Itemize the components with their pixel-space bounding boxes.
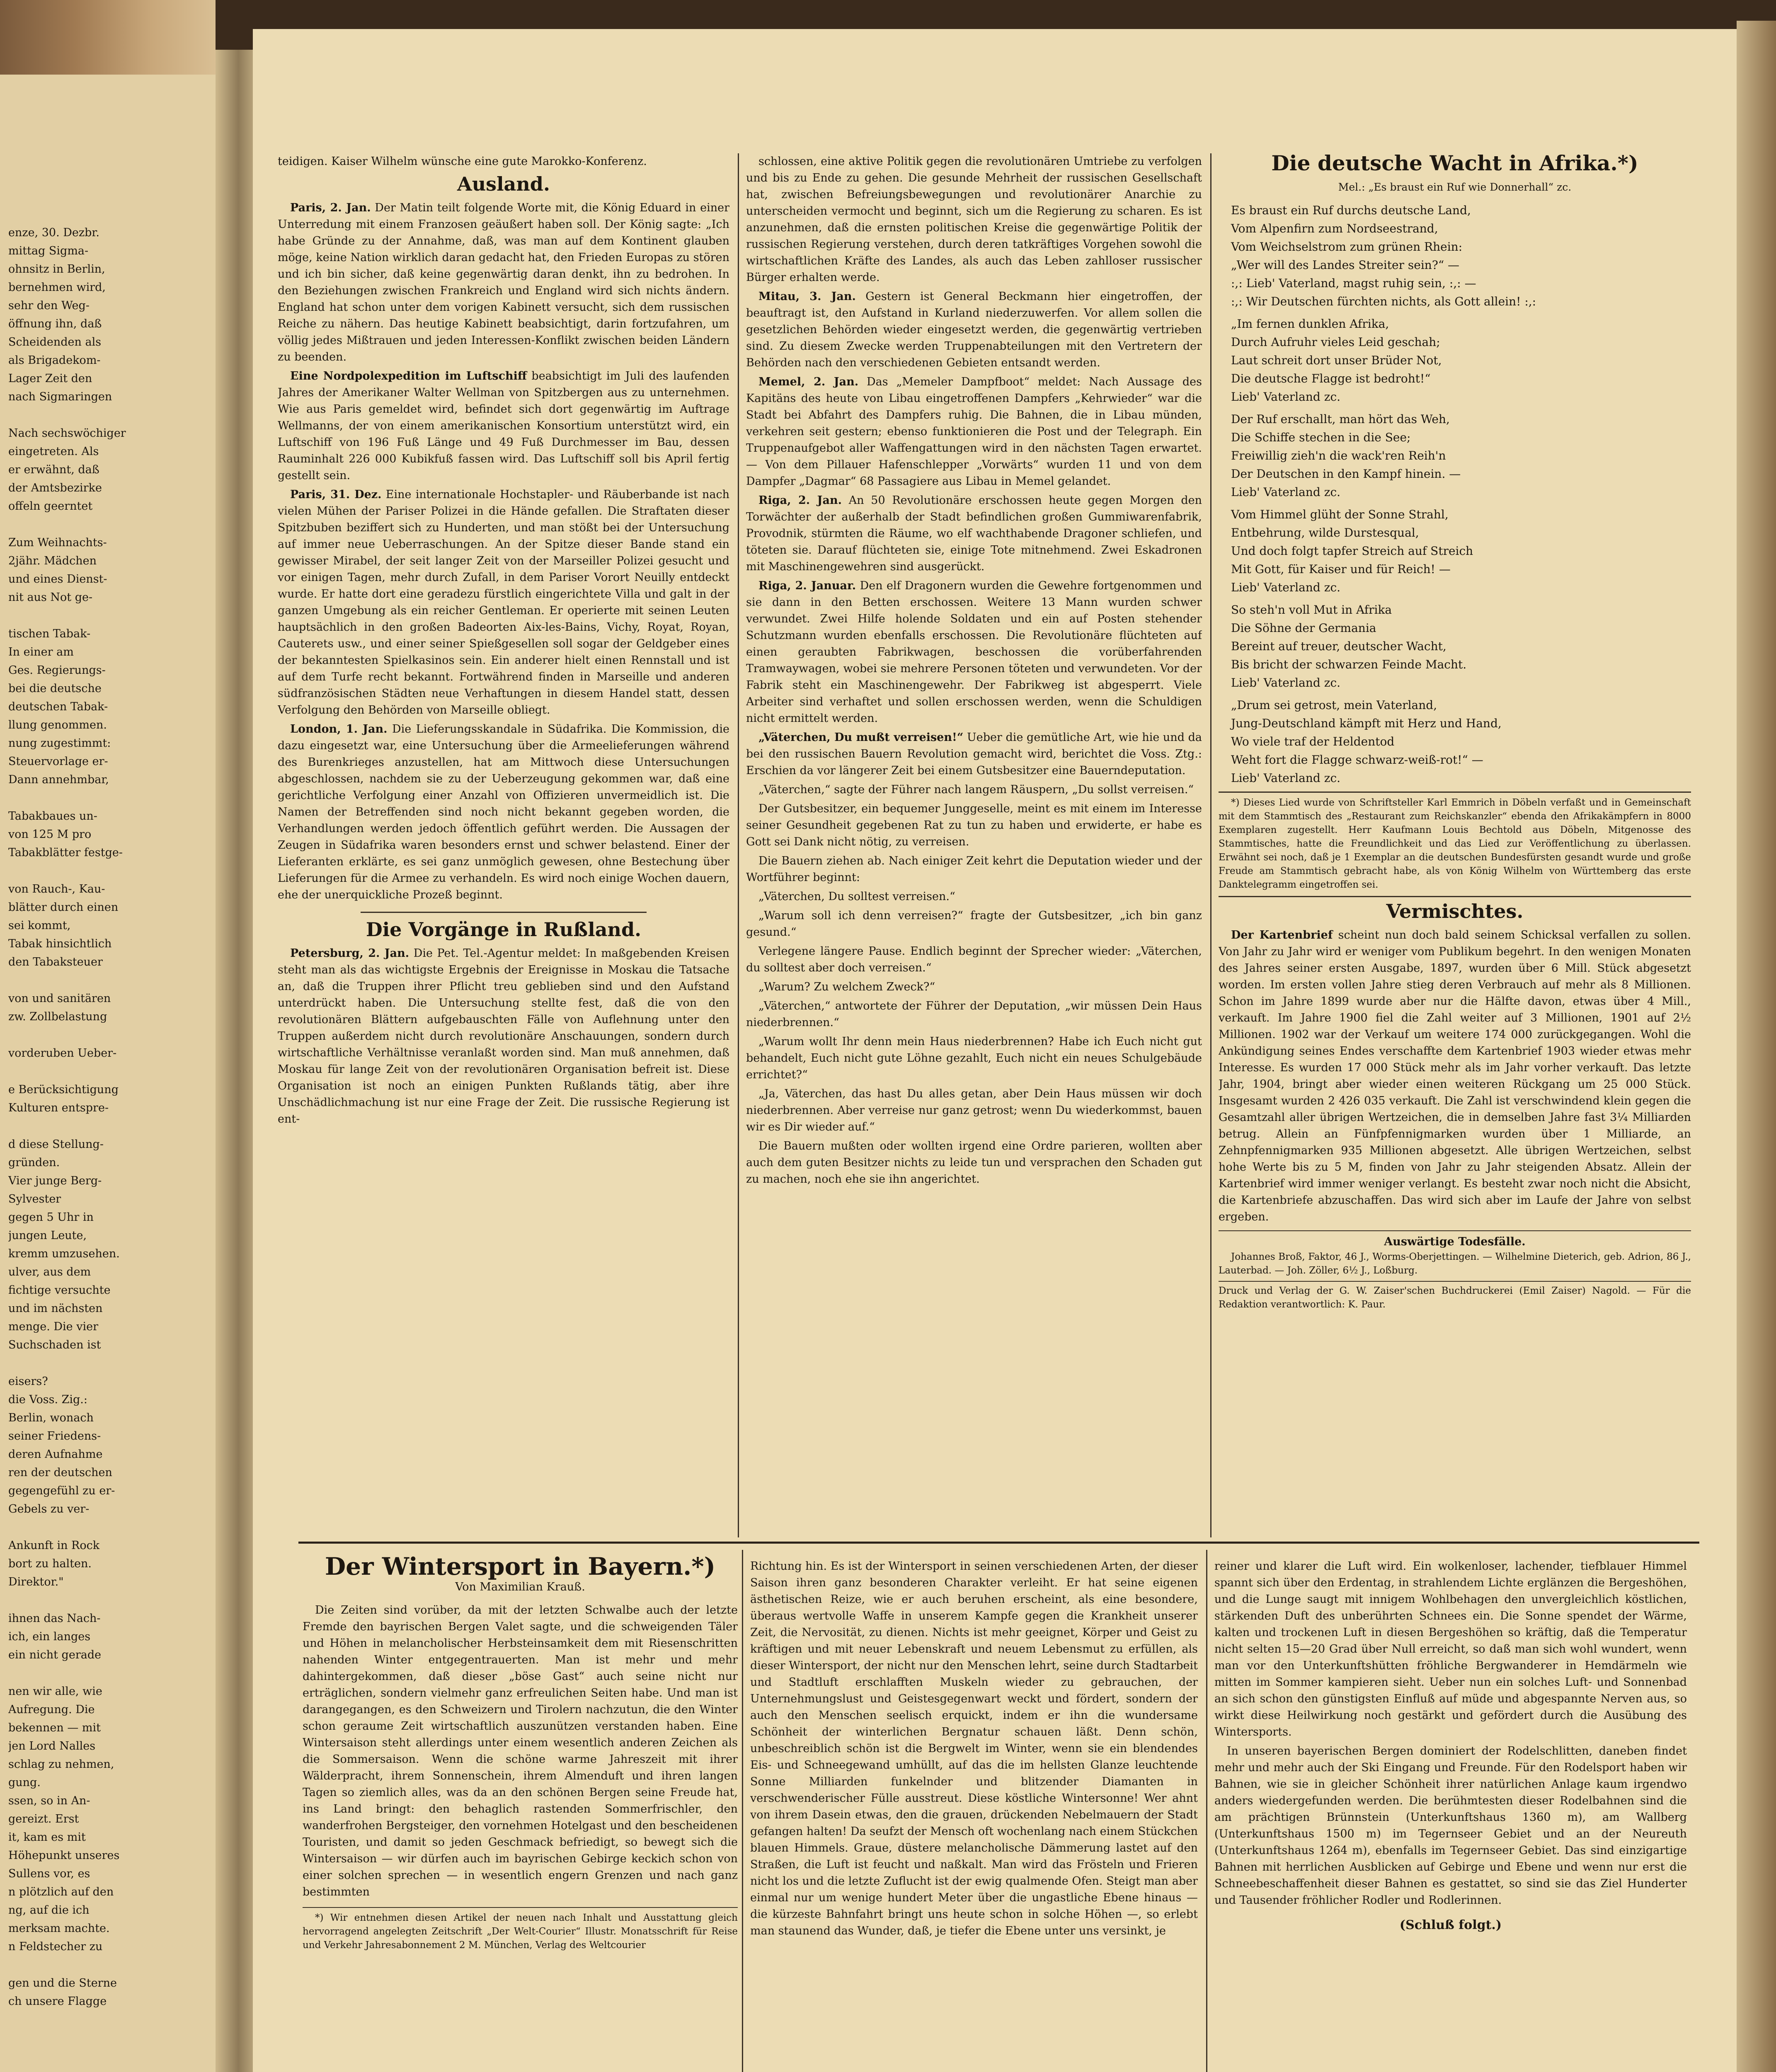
- left-page-line: vorderuben Ueber-: [8, 1047, 117, 1060]
- left-page-line: [8, 607, 199, 625]
- paragraph-text: „Warum? Zu welchem Zweck?“: [758, 980, 935, 993]
- feature-footnote: *) Wir entnehmen diesen Artikel der neuen nach Inhalt und Ausstattung gleich hervorragend angelegten Zeitschrift „Der Welt-Courier“ Illustr. Monatsschrift für Reise und Verkehr Jahresabonnement 2 M. München, Verlag des Weltcourier: [303, 1912, 738, 1951]
- intro-text: teidigen. Kaiser Wilhelm wünsche eine gute Marokko-Konferenz.: [278, 155, 647, 168]
- dateline: Paris, 2. Jan.: [290, 201, 371, 214]
- article-paragraph: [746, 908, 1202, 941]
- poem-line: Entbehrung, wilde Durstesqual,: [1231, 526, 1419, 540]
- dateline: Riga, 2. Januar.: [758, 579, 856, 592]
- article-paragraph: [746, 853, 1202, 886]
- article-paragraph: [746, 1086, 1202, 1135]
- left-page-line: [8, 1026, 199, 1044]
- paragraph-text: Die Lieferungsskandale in Südafrika. Die Kommission, die dazu eingesetzt war, eine Untersuchung über die Armeelieferungen während des Burenkrieges anzustellen, hat am Mittwoch diese Untersuchungen abgeschlossen, nachdem sie zu der Ueberzeugung gekommen war, daß eine gerichtliche Verfolgung einer Anzahl von Offizieren unvermeidlich ist. Die Namen der Betreffenden sind noch nicht bekannt gegeben worden, die Verhandlungen werden jedoch öffentlich geführt werden. Die Aussagen der Zeugen in Südafrika waren besonders ernst und schwer belastend. Einer der Lieferanten erklärte, es sei ganz unmöglich gewesen, ohne Bestechung über Lieferungen für die Armee zu verhandeln. Es wird noch einige Wochen dauern, ehe der unerquickliche Prozeß beginnt.: [278, 723, 729, 901]
- dateline: Riga, 2. Jan.: [758, 494, 842, 507]
- poem-title: Die deutsche Wacht in Afrika.*): [1271, 151, 1638, 175]
- page-edge: [1737, 21, 1776, 2072]
- left-page-line: und im nächsten: [8, 1302, 103, 1315]
- poem-line: Die Söhne der Germania: [1231, 621, 1376, 635]
- poem-stanza: [1219, 696, 1691, 787]
- left-page-line: Aufregung. Die: [8, 1703, 95, 1716]
- left-page-line: [8, 1354, 199, 1372]
- left-page-line: jen Lord Nalles: [8, 1740, 96, 1752]
- paragraph-text: Der Matin teilt folgende Worte mit, die König Eduard in einer Unterredung mit einem Franzosen geäußert haben soll. Der König sagte: „Ich habe Gründe zu der Annahme, daß, was man auf dem Kontinent glauben möge, keine Nation wirklich daran gedacht hat, den Frieden Europas zu stören und ich bin sicher, daß keine gegenwärtig daran denkt, ihn zu bedrohen. In den Beziehungen zwischen Frankreich und England wird sich nichts ändern. England hat schon unter dem vorigen Kabinett versucht, sich dem russischen Reiche zu nähern. Das heutige Kabinett beabsichtigt, darin fortzufahren, um völlig jedes Mißtrauen und jeden Interessen-Konflikt zwischen beiden Ländern zu beenden.: [278, 201, 729, 363]
- russland-paragraphs: [278, 945, 729, 1128]
- left-page-line: und eines Dienst-: [8, 573, 107, 586]
- poem-line: :,: Wir Deutschen fürchten nichts, als Gott allein! :,:: [1231, 295, 1536, 308]
- poem-line: Der Deutschen in den Kampf hinein. —: [1231, 467, 1461, 481]
- paragraph-text: Verlegene längere Pause. Endlich beginnt der Sprecher wieder: „Väterchen, du solltest aber doch verreisen.“: [746, 945, 1202, 974]
- poem-line: „Wer will des Landes Streiter sein?“ —: [1231, 258, 1460, 272]
- column-poem-vermischtes: [1219, 149, 1691, 1529]
- section-divider: [1219, 896, 1691, 897]
- left-page-line: deutschen Tabak-: [8, 700, 108, 713]
- poem-line: Bereint auf treuer, deutscher Wacht,: [1231, 639, 1446, 653]
- left-page-line: ssen, so in An-: [8, 1794, 90, 1807]
- left-page-line: deren Aufnahme: [8, 1448, 103, 1461]
- paragraph-text: Das „Memeler Dampfboot“ meldet: Nach Aussage des Kapitäns des heute von Libau eingetroffenen Dampfers „Kehrwieder“ war die Stadt bei Abfahrt des Dampfers ruhig. Die Bahnen, die in Libau münden, verkehren seit gestern; ebenso funktionieren die Post und der Telegraph. Ein Truppenaufgebot aller Waffengattungen wird in den nächsten Tagen erwartet. — Von dem Pillauer Hafenschlepper „Vorwärts“ wurden 11 und von dem Dampfer „Dagmar“ 68 Passagiere aus Libau in Memel gelandet.: [746, 375, 1202, 488]
- left-page-line: gen und die Sterne: [8, 1977, 117, 1990]
- left-page-line: bei die deutsche: [8, 682, 102, 695]
- left-page-line: fichtige versuchte: [8, 1284, 111, 1297]
- left-page-line: In einer am: [8, 646, 74, 658]
- left-page-line: [8, 516, 199, 534]
- left-page-line: gegengefühl zu er-: [8, 1484, 115, 1497]
- dateline: „Väterchen, Du mußt verreisen!“: [758, 731, 964, 744]
- left-page-line: blätter durch einen: [8, 901, 119, 914]
- paragraph-text: „Väterchen, Du solltest verreisen.“: [758, 890, 955, 903]
- left-page-line: nach Sigmaringen: [8, 390, 112, 403]
- left-page-line: gegen 5 Uhr in: [8, 1211, 94, 1224]
- left-page-line: Kulturen entspre-: [8, 1101, 109, 1114]
- deaths-heading: Auswärtige Todesfälle.: [1384, 1235, 1526, 1248]
- feature-byline: Von Maximilian Krauß.: [455, 1581, 585, 1593]
- poem-line: Bis bricht der schwarzen Feinde Macht.: [1231, 658, 1467, 671]
- left-page-line: [8, 1518, 199, 1537]
- paragraph-text: Gestern ist General Beckmann hier eingetroffen, der beauftragt ist, den Aufstand in Kurland niederzuwerfen. Vor allem sollen die gesetzlichen Behörden wieder eingesetzt werden, die gegenwärtig vertrieben sind. Zu diesem Zwecke werden Truppenabteilungen mit den Vertretern der Behörden nach den verschiedenen Gebieten entsandt werden.: [746, 290, 1202, 369]
- left-page-line: [8, 1956, 199, 1974]
- poem-line: Weht fort die Flagge schwarz-weiß-rot!“ —: [1231, 753, 1483, 767]
- heading-ausland: Ausland.: [457, 173, 550, 195]
- left-page-text: [8, 224, 199, 2072]
- left-page-line: sehr den Weg-: [8, 299, 90, 312]
- poem-line: Lieb' Vaterland zc.: [1231, 676, 1341, 690]
- left-page-line: nen wir alle, wie: [8, 1685, 102, 1698]
- footnote-rule: [1219, 792, 1691, 793]
- left-page-line: [8, 862, 199, 880]
- article-paragraph: [746, 153, 1202, 286]
- paragraph-text: Die Bauern mußten oder wollten irgend eine Ordre parieren, wollten aber auch dem guten Besitzer nichts zu leide tun und versprachen den Schaden gut zu machen, noch ehe sie ihn angerichtet.: [746, 1140, 1202, 1186]
- left-page-line: 2jähr. Mädchen: [8, 554, 97, 567]
- left-page-line: bekennen — mit: [8, 1721, 101, 1734]
- poem-line: Freiwillig zieh'n die wack'ren Reih'n: [1231, 449, 1446, 462]
- left-page-line: ng, auf die ich: [8, 1904, 90, 1917]
- imprint: Druck und Verlag der G. W. Zaiser'schen Buchdruckerei (Emil Zaiser) Nagold. — Für die Redaktion verantwortlich: K. Paur.: [1219, 1285, 1691, 1310]
- left-page-line: ulver, aus dem: [8, 1266, 91, 1278]
- paragraph-text: „Väterchen,“ sagte der Führer nach langem Räuspern, „Du sollst verreisen.“: [758, 783, 1194, 796]
- poem-line: Lieb' Vaterland zc.: [1231, 485, 1341, 499]
- left-page-line: Ges. Regierungs-: [8, 664, 106, 677]
- poem-line: Laut schreit dort unser Brüder Not,: [1231, 353, 1442, 367]
- column-russland-cont: [746, 153, 1202, 1521]
- left-page-line: Tabakbaues un-: [8, 810, 97, 823]
- left-page-line: ch unsere Flagge: [8, 1995, 107, 2008]
- left-page-line: gung.: [8, 1776, 41, 1789]
- poem-line: So steh'n voll Mut in Afrika: [1231, 603, 1392, 617]
- poem-line: Vom Alpenfirn zum Nordseestrand,: [1231, 222, 1438, 235]
- left-page-line: gereizt. Erst: [8, 1813, 79, 1825]
- left-page-line: tischen Tabak-: [8, 627, 91, 640]
- paragraph-text: Die Pet. Tel.-Agentur meldet: In maßgebenden Kreisen steht man als das wichtigste Ergebnis der Ereignisse in Moskau die Tatsache an, daß die Truppen ihrer Pflicht treu geblieben sind und den Aufstand unterdrückt haben. Die Untersuchung stellte fest, daß die von den revolutionären Blättern aufgebauschten Fälle von Auflehnung unter den Truppen außerdem nicht durch revolutionäre Anschauungen, sondern durch wirtschaftliche Verhältnisse veranlaßt worden sind. Man muß annehmen, daß Moskau für lange Zeit von der revolutionären Organisation befreit ist. Diese Organisation ist noch an einigen Punkten Rußlands tätig, aber ihre Unschädlichmachung ist nur eine Frage der Zeit. Die russische Regierung ist ent-: [278, 947, 729, 1126]
- left-page-line: [8, 971, 199, 990]
- article-paragraph: [746, 943, 1202, 976]
- article-paragraph: [746, 782, 1202, 798]
- left-page-line: eisers?: [8, 1375, 48, 1388]
- left-page-line: er erwähnt, daß: [8, 463, 99, 476]
- ausland-paragraphs: [278, 200, 729, 903]
- left-page-line: menge. Die vier: [8, 1320, 99, 1333]
- poem-line: Durch Aufruhr vieles Leid geschah;: [1231, 335, 1440, 349]
- left-page-line: kremm umzusehen.: [8, 1247, 120, 1260]
- dateline: London, 1. Jan.: [290, 723, 388, 736]
- article-paragraph: [278, 945, 729, 1128]
- left-page-line: sei kommt,: [8, 919, 71, 932]
- article-paragraph: [746, 979, 1202, 995]
- column-rule: [1206, 1550, 1207, 2072]
- poem-stanza: [1219, 410, 1691, 501]
- section-divider: [1219, 1230, 1691, 1231]
- poem-line: Lieb' Vaterland zc.: [1231, 390, 1341, 404]
- deaths-list: Johannes Broß, Faktor, 46 J., Worms-Oberjettingen. — Wilhelmine Dieterich, geb. Adrion, 86 J., Lauterbad. — Joh. Zöller, 6½ J., Loßburg.: [1219, 1251, 1691, 1276]
- article-paragraph: [746, 729, 1202, 779]
- feature-column-3: [1214, 1558, 1687, 2072]
- left-page-line: als Brigadekom-: [8, 354, 101, 367]
- paragraph-text: Den elf Dragonern wurden die Gewehre fortgenommen und sie dann in den Betten erschossen. Weitere 13 Mann wurden schwer verwundet. Zwei Hilfe holende Soldaten und ein auf Posten stehender Schutzmann wurden ebenfalls erschossen. Die Revolutionäre flüchteten auf einen geraubten Fabrikwagen, beschossen die vorüberfahrenden Tramwaywagen, wobei sie mehrere Personen töteten und verwundeten. Vor der Fabrik steht ein Maschinengewehr. Der Fabrikweg ist abgesperrt. Viele Arbeiter sind verhaftet und sollen erschossen werden, wenn die Schuldigen nicht ermittelt werden.: [746, 579, 1202, 725]
- section-divider: [361, 912, 647, 913]
- left-page-line: Lager Zeit den: [8, 372, 92, 385]
- feature-paragraph: Richtung hin. Es ist der Wintersport in seinen verschiedenen Arten, der dieser Saison ihren ganz besonderen Charakter verleiht. Er hat seine eigenen ästhetischen Reize, wie er auch beruhen erscheint, als eine besondere, überaus wertvolle Waffe in unserem Kampfe gegen die Krankheit unserer Zeit, die Nervosität, zu dienen. Nichts ist mehr geeignet, Körper und Geist zu kräftigen und mit neuer Lebenskraft und neuem Lebensmut zu erfüllen, als dieser Wintersport, der nicht nur den Menschen lehrt, seine durch Stadtarbeit und Stadtluft erschlafften Muskeln wieder zu gebrauchen, der Unternehmungslust und Geistesgegenwart weckt und fördert, sondern der auch den Menschen seelisch erquickt, indem er ihn die wundersame Schönheit der winterlichen Bergnatur schauen läßt. Denn schön, unbeschreiblich schön ist die Bergwelt im Winter, wenn sie ein blendendes Eis- und Schneegewand umhüllt, auf das die im hellsten Glanze leuchtende Sonne Milliarden funkelnder und blitzender Diamanten in verschwenderischer Fülle ausstreut. Diese köstliche Wintersonne! Wer ahnt von ihrem Dasein etwas, den die grauen, drückenden Nebelmauern der Stadt gefangen halten! Da seufzt der Mensch oft wochenlang nach einem Stückchen blauen Himmels. Graue, düstere melancholische Dämmerung lastet auf den Straßen, die Luft ist feucht und naßkalt. Man wird das Frösteln und Frieren nicht los und die letzte Zuflucht ist der ewig qualmende Ofen. Steigt man aber einmal nur um wenige hundert Meter über die ungastliche Ebene hinaus — die kürzeste Bahnfahrt bringt uns heute schon in solche Höhen —, so erlebt man staunend das Wunder, daß, je tiefer die Ebene unter uns versinkt, je: [750, 1560, 1198, 1937]
- footnote-rule: [303, 1907, 738, 1908]
- paragraph-text: beabsichtigt im Juli des laufenden Jahres der Amerikaner Walter Wellman von Spitzbergen aus zu unternehmen. Wie aus Paris gemeldet wird, befindet sich dort gegenwärtig im Auftrage Wellmanns, der von einem amerikanischen Konsortium unterstützt wird, ein Luftschiff von 196 Fuß Länge und 49 Fuß Durchmesser im Bau, dessen Rauminhalt 226 000 Kubikfuß fassen wird. Das Luftschiff soll bis April fertig gestellt sein.: [278, 370, 729, 482]
- paragraph-text: An 50 Revolutionäre erschossen heute gegen Morgen den Torwächter der außerhalb der Stadt befindlichen großen Gummiwarenfabrik, Provodnik, stürmten die Räume, wo elf wachthabende Dragoner schliefen, und töteten sie. Darauf flüchteten sie, einige Tote mitnehmend. Zwei Eskadronen mit Maschinengewehren sind ausgerückt.: [746, 494, 1202, 573]
- article-paragraph: [278, 487, 729, 719]
- left-page-line: Zum Weihnachts-: [8, 536, 107, 549]
- left-page-line: Tabakblätter festge-: [8, 846, 123, 859]
- left-page-line: Gebels zu ver-: [8, 1503, 90, 1515]
- left-page-line: Ankunft in Rock: [8, 1539, 100, 1552]
- paragraph-text: „Warum wollt Ihr denn mein Haus niederbrennen? Habe ich Euch nicht gut behandelt, Euch nicht gute Löhne gezahlt, Euch nicht ein neues Schulgebäude errichtet?“: [746, 1035, 1202, 1081]
- poem-line: Der Ruf erschallt, man hört das Weh,: [1231, 412, 1450, 426]
- poem-line: Und doch folgt tapfer Streich auf Streich: [1231, 544, 1473, 558]
- left-page-line: Suchschaden ist: [8, 1339, 101, 1351]
- article-paragraph: [746, 492, 1202, 575]
- left-page-line: [8, 1117, 199, 1135]
- left-page-line: den Tabaksteuer: [8, 956, 103, 968]
- left-page-line: Steuervorlage er-: [8, 755, 108, 768]
- left-page-line: [8, 1591, 199, 1610]
- paragraph-text: Die Bauern ziehen ab. Nach einiger Zeit kehrt die Deputation wieder und der Wortführer beginnt:: [746, 854, 1202, 884]
- paragraph-text: Eine internationale Hochstapler- und Räuberbande ist nach vielen Mühen der Pariser Polizei in die Hände gefallen. Die Straftaten dieser Spitzbuben beziffert sich zu Hunderten, und man stößt bei der Untersuchung auf immer neue Ueberraschungen. An der Spitze dieser Bande stand ein gewisser Mirabel, der seit langer Zeit von der Marseiller Polizei gesucht und vor einigen Tagen, mehr durch Zufall, in dem Pariser Vorort Neuilly entdeckt wurde. Er hatte dort eine geradezu fürstlich eingerichtete Villa und galt in der ganzen Umgebung als ein reicher Gentleman. Er operierte mit seinen Leuten hauptsächlich in den großen Badeorten Aix-les-Bains, Vichy, Royat, Royan, Cauterets usw., und einer seiner Spießgesellen soll sogar der Geldgeber eines der bekanntesten Spielkasinos sein. Ein anderer hielt einen Rennstall und ist auf dem Turfe recht bekannt. Fortwährend finden in Marseille und anderen südfranzösischen Städten neue Verhaftungen in diesem Handel statt, dessen Verfolgung den Behörden von Marseille obliegt.: [278, 488, 729, 716]
- left-page-line: schlag zu nehmen,: [8, 1758, 114, 1771]
- poem-line: „Im fernen dunklen Afrika,: [1231, 317, 1389, 331]
- poem-footnote: *) Dieses Lied wurde von Schriftsteller Karl Emmrich in Döbeln verfaßt und in Gemeinschaft mit dem Stammtisch des „Restaurant zum Reichskanzler“ ebenda den Afrikakämpfern in 8000 Exemplaren zugestellt. Herr Kaufmann Louis Bechtold aus Döbeln, Mitgenosse des Stammtisches, hatte die Freundlichkeit und das Lied zur Veröffentlichung zu überlassen. Erwähnt sei noch, daß je 1 Exemplar an die deutschen Bundesfürsten gesandt wurde und große Freude am Stammtisch gebracht habe, als von König Wilhelm von Württemberg das erste Danktelegramm eingetroffen sei.: [1219, 797, 1691, 890]
- left-page-line: ein nicht gerade: [8, 1648, 102, 1661]
- left-page-line: n Feldstecher zu: [8, 1940, 103, 1953]
- left-page-line: die Voss. Zig.:: [8, 1393, 87, 1406]
- poem-line: Die deutsche Flagge ist bedroht!“: [1231, 372, 1431, 385]
- poem: [1219, 201, 1691, 787]
- article-paragraph: [746, 1138, 1202, 1188]
- paragraph-text: „Warum soll ich denn verreisen?“ fragte der Gutsbesitzer, „ich bin ganz gesund.“: [746, 909, 1202, 939]
- article-paragraph: [278, 721, 729, 903]
- left-page-line: bernehmen wird,: [8, 281, 106, 294]
- column-rule: [738, 153, 739, 1537]
- article-paragraph: [746, 1034, 1202, 1083]
- paragraph-text: Der Gutsbesitzer, ein bequemer Junggeselle, meint es mit einem im Interesse seiner Gesundheit gegebenen Rat zu tun zu haben und erwiderte, er habe es Gott sei Dank nicht nötig, zu verreisen.: [746, 802, 1202, 848]
- poem-stanza: [1219, 201, 1691, 311]
- poem-line: Jung-Deutschland kämpft mit Herz und Hand,: [1231, 716, 1502, 730]
- article-paragraph: [278, 200, 729, 366]
- poem-stanza: [1219, 601, 1691, 692]
- left-page-line: it, kam es mit: [8, 1831, 86, 1844]
- left-page-line: [8, 406, 199, 424]
- column-rule: [742, 1550, 743, 2072]
- left-page-line: Dann annehmbar,: [8, 773, 109, 786]
- poem-line: Wo viele traf der Heldentod: [1231, 735, 1395, 748]
- left-page-line: enze, 30. Dezbr.: [8, 226, 99, 239]
- russland-cont-paragraphs: [746, 153, 1202, 1188]
- left-page-line: Sullens vor, es: [8, 1867, 90, 1880]
- feature-paragraph: In unseren bayerischen Bergen dominiert der Rodelschlitten, daneben findet mehr und mehr auch der Ski Eingang und Freunde. Für den Rodelsport haben wir Bahnen, wie sie in gleicher Schönheit ihrer natürlichen Anlage kaum irgendwo anders wiedergefunden werden. Die berühmtesten dieser Rodelbahnen sind die am prächtigen Brünnstein (Unterkunftshaus 1360 m), am Wallberg (Unterkunftshaus 1500 m) im Tegernseer Gebiet und an der Neureuth (Unterkunftshaus 1264 m), ebenfalls im Tegernseer Gebiet. Das sind einzigartige Bahnen mit herrlichen Ausblicken auf Gebirge und Ebene und wenn nur erst die Schneebeschaffenheit dieser Bahnen es gestattet, so sind sie das Ziel Hunderter und Tausender fröhlicher Rodler und Rodlerinnen.: [1214, 1745, 1687, 1907]
- article-paragraph: [746, 288, 1202, 371]
- column-rule: [1210, 153, 1211, 1537]
- feature-paragraph: reiner und klarer die Luft wird. Ein wolkenloser, lachender, tiefblauer Himmel spannt sich über den Erdentag, in strahlendem Lichte erglänzen die Bergeshöhen, und die Lunge saugt mit innigem Wohlbehagen den unvergleichlich köstlichen, stärkenden Duft des unberührten Schnees ein. Die Sonne spendet der Wärme, kalten und trockenen Luft in diesen Bergeshöhen so kräftig, daß die Temperatur nicht selten 15—20 Grad über Null erreicht, so daß man sich wohl wundert, wenn man vor den Unterkunftshütten fröhliche Bergwanderer in Hemdärmeln wie mitten im Sommer kampieren sieht. Ueber nun ein solches Luft- und Sonnenbad an sich schon den günstigsten Einfluß auf müde und abgespannte Nerven aus, so wirkt diese Heilwirkung noch gestärkt und gefördert durch die Ausübung des Wintersports.: [1214, 1560, 1687, 1738]
- dateline: Eine Nordpolexpedition im Luftschiff: [290, 370, 527, 382]
- poem-line: Vom Weichselstrom zum grünen Rhein:: [1231, 240, 1463, 254]
- left-page-line: [8, 789, 199, 807]
- vermischtes-paragraphs: [1219, 927, 1691, 1225]
- poem-melody: Mel.: „Es braust ein Ruf wie Donnerhall“ zc.: [1338, 181, 1572, 193]
- left-page-line: Scheidenden als: [8, 336, 102, 349]
- paragraph-text: „Väterchen,“ antwortete der Führer der Deputation, „wir müssen Dein Haus niederbrennen.“: [746, 1000, 1202, 1029]
- dateline: Paris, 31. Dez.: [290, 488, 382, 501]
- left-page-line: n plötzlich auf den: [8, 1886, 114, 1898]
- left-page-line: Direktor.": [8, 1576, 64, 1588]
- left-page-line: von Rauch-, Kau-: [8, 883, 105, 896]
- left-page-line: d diese Stellung-: [8, 1138, 104, 1151]
- heading-russland: Die Vorgänge in Rußland.: [366, 918, 642, 941]
- article-paragraph: [746, 888, 1202, 905]
- feature-paragraph: Die Zeiten sind vorüber, da mit der letzten Schwalbe auch der letzte Fremde den bayrischen Bergen Valet sagte, und die schweigenden Täler und Höhen in melancholischer Herbsteinsamkeit dem mit Riesenschritten nahenden Winter entgegentrauerten. Man ist mehr und mehr dahintergekommen, daß dieser „böse Gast“ auch seine nicht nur erträglichen, sondern vielmehr ganz erfreulichen Seiten habe. Und man ist darangegangen, es den Schweizern und Tirolern nachzutun, die den Winter schon geraume Zeit wirtschaftlich auszunützen verstanden haben. Eine Wintersaison steht allerdings unter einem wesentlich anderen Zeichen als die Sommersaison. Wenn die schöne warme Jahreszeit mit ihrer Wälderpracht, ihrem Sonnenschein, ihrem Almenduft und ihren langen Tagen so ziemlich alles, was da an den schönen Bergen seine Freude hat, ins Land bringt: den behaglich rastenden Sommerfrischler, den wanderfrohen Bergsteiger, den vornehmen Hotelgast und den bescheidenen Touristen, und damit so jeden Geschmack befriedigt, so bewegt sich die Wintersaison — wir dürfen auch im bayrischen Gebirge keckich schon von einer solchen sprechen — in wesentlich engern Grenzen und nach ganz bestimmten: [303, 1604, 738, 1898]
- left-page-line: Höhepunkt unseres: [8, 1849, 120, 1862]
- dateline: Der Kartenbrief: [1231, 929, 1333, 942]
- left-page-line: von und sanitären: [8, 992, 111, 1005]
- left-page-line: ohnsitz in Berlin,: [8, 263, 105, 276]
- left-page: [0, 75, 232, 2072]
- poem-line: Mit Gott, für Kaiser und für Reich! —: [1231, 562, 1451, 576]
- poem-line: Lieb' Vaterland zc.: [1231, 771, 1341, 785]
- left-page-line: Tabak hinsichtlich: [8, 937, 112, 950]
- feuilleton-rule: [298, 1542, 1699, 1544]
- column-ausland: [278, 153, 729, 1521]
- paragraph-text: scheint nun doch bald seinem Schicksal verfallen zu sollen. Von Jahr zu Jahr wird er weniger vom Publikum begehrt. In den wenigen Monaten des Jahres seiner ersten Ausgabe, 1897, wurden über 6 Mill. Stück abgesetzt worden. Im ersten vollen Jahre stieg deren Verbrauch auf mehr als 8 Millionen. Schon im Jahre 1899 wurde aber nur die Hälfte davon, etwas über 4 Mill., verkauft. Im Jahre 1900 fiel die Zahl weiter auf 3 Millionen, 1901 auf 2½ Millionen. 1902 war der Verkauf um weitere 174 000 zurückgegangen. Wohl die Ankündigung seines Endes verschaffte dem Kartenbrief 1903 wieder etwas mehr Interesse. Es wurden 17 000 Stück mehr als im Jahr vorher verkauft. Das letzte Jahr, 1904, bringt aber wieder einen weiteren Rückgang um 25 000 Stück. Insgesamt wurden 2 426 035 verkauft. Die Zahl ist verschwindend klein gegen die Gesamtzahl aller übrigen Wertzeichen, die in demselben Jahre fast 3¼ Milliarden betrug. Allein an Fünfpfennigmarken wurden über 1 Milliarde, an Zehnpfennigmarken 935 Millionen abgesetzt. Alle übrigen Wertzeichen, selbst hohe Werte bis zu 5 M, finden von Jahr zu Jahr steigenden Absatz. Allein der Kartenbrief wird immer weniger verlangt. Es besteht zwar noch nicht die Absicht, die Kartenbriefe abzuschaffen. Das wird sich aber im Laufe der Jahre von selbst ergeben.: [1219, 929, 1691, 1223]
- continued-note: (Schluß folgt.): [1399, 1918, 1502, 1932]
- dateline: Memel, 2. Jan.: [758, 375, 859, 388]
- feature-title: Der Wintersport in Bayern.*): [325, 1554, 716, 1581]
- dateline: Mitau, 3. Jan.: [758, 290, 856, 303]
- left-page-line: seiner Friedens-: [8, 1430, 101, 1443]
- left-page-line: zw. Zollbelastung: [8, 1010, 107, 1023]
- left-page-line: Vier junge Berg-: [8, 1174, 102, 1187]
- poem-line: Vom Himmel glüht der Sonne Strahl,: [1231, 508, 1449, 521]
- poem-line: Lieb' Vaterland zc.: [1231, 581, 1341, 594]
- left-page-line: eingetreten. Als: [8, 445, 99, 458]
- feature-column-1: [303, 1554, 738, 2072]
- paragraph-text: Ueber die gemütliche Art, wie hie und da bei den russischen Bauern Revolution gemacht wird, berichtet die Voss. Ztg.: Erschien da vor längerer Zeit bei einem Gutsbesitzer eine Bauerndeputation.: [746, 731, 1202, 777]
- left-page-line: Sylvester: [8, 1193, 61, 1205]
- left-page-line: e Berücksichtigung: [8, 1083, 119, 1096]
- article-paragraph: [278, 368, 729, 484]
- left-page-line: [8, 1664, 199, 1682]
- left-page-line: gründen.: [8, 1156, 60, 1169]
- left-page-line: öffnung ihn, daß: [8, 317, 102, 330]
- imprint-rule: [1219, 1281, 1691, 1282]
- left-page-line: ihnen das Nach-: [8, 1612, 101, 1625]
- left-page-line: ren der deutschen: [8, 1466, 112, 1479]
- left-page-line: [8, 1063, 199, 1081]
- paragraph-text: „Ja, Väterchen, das hast Du alles getan, aber Dein Haus müssen wir doch niederbrennen. Aber verreise nur ganz getrost; wenn Du wiederkommst, bauen wir es Dir wieder auf.“: [746, 1087, 1202, 1133]
- left-page-line: llung genommen.: [8, 719, 107, 731]
- article-paragraph: [746, 801, 1202, 850]
- left-page-line: bort zu halten.: [8, 1557, 92, 1570]
- left-page-line: der Amtsbezirke: [8, 482, 102, 494]
- poem-line: :,: Lieb' Vaterland, magst ruhig sein, :,: —: [1231, 276, 1476, 290]
- feature-column-2: [750, 1558, 1198, 2072]
- heading-vermischtes: Vermischtes.: [1386, 900, 1524, 922]
- dateline: Petersburg, 2. Jan.: [290, 947, 409, 960]
- left-page-line: offeln geerntet: [8, 500, 93, 513]
- left-page-line: von 125 M pro: [8, 828, 92, 841]
- paragraph-text: schlossen, eine aktive Politik gegen die revolutionären Umtriebe zu verfolgen und bis zu Ende zu gehen. Die gesunde Mehrheit der russischen Gesellschaft hat, zwischen Befreiungsbewegungen und revolutionärer Anarchie zu unterscheiden vermocht und beginnt, sich um die Regierung zu scharen. Es ist anzunehmen, daß die ernsten politischen Kreise die gegenwärtige Politik der russischen Regierung verstehen, durch deren tatkräftiges Vorgehen sowohl die wirtschaftlichen Kräfte des Landes, als auch das Leben zahlloser russischer Bürger erhalten werde.: [746, 155, 1202, 284]
- poem-stanza: [1219, 506, 1691, 597]
- article-paragraph: [746, 374, 1202, 490]
- newspaper-page: [253, 29, 1737, 2072]
- left-page-line: merksam machte.: [8, 1922, 110, 1935]
- article-paragraph: [1219, 927, 1691, 1225]
- left-page-line: nung zugestimmt:: [8, 737, 111, 750]
- poem-line: Die Schiffe stechen in die See;: [1231, 431, 1411, 444]
- left-page-line: jungen Leute,: [8, 1229, 87, 1242]
- left-page-line: mittag Sigma-: [8, 244, 89, 257]
- article-paragraph: [746, 998, 1202, 1031]
- poem-line: „Drum sei getrost, mein Vaterland,: [1231, 698, 1437, 712]
- left-page-line: Nach sechswöchiger: [8, 427, 126, 440]
- article-paragraph: [746, 578, 1202, 727]
- poem-line: Es braust ein Ruf durchs deutsche Land,: [1231, 203, 1471, 217]
- left-page-line: nit aus Not ge-: [8, 591, 93, 604]
- poem-stanza: [1219, 315, 1691, 406]
- left-page-line: ich, ein langes: [8, 1630, 91, 1643]
- left-page-line: Berlin, wonach: [8, 1411, 94, 1424]
